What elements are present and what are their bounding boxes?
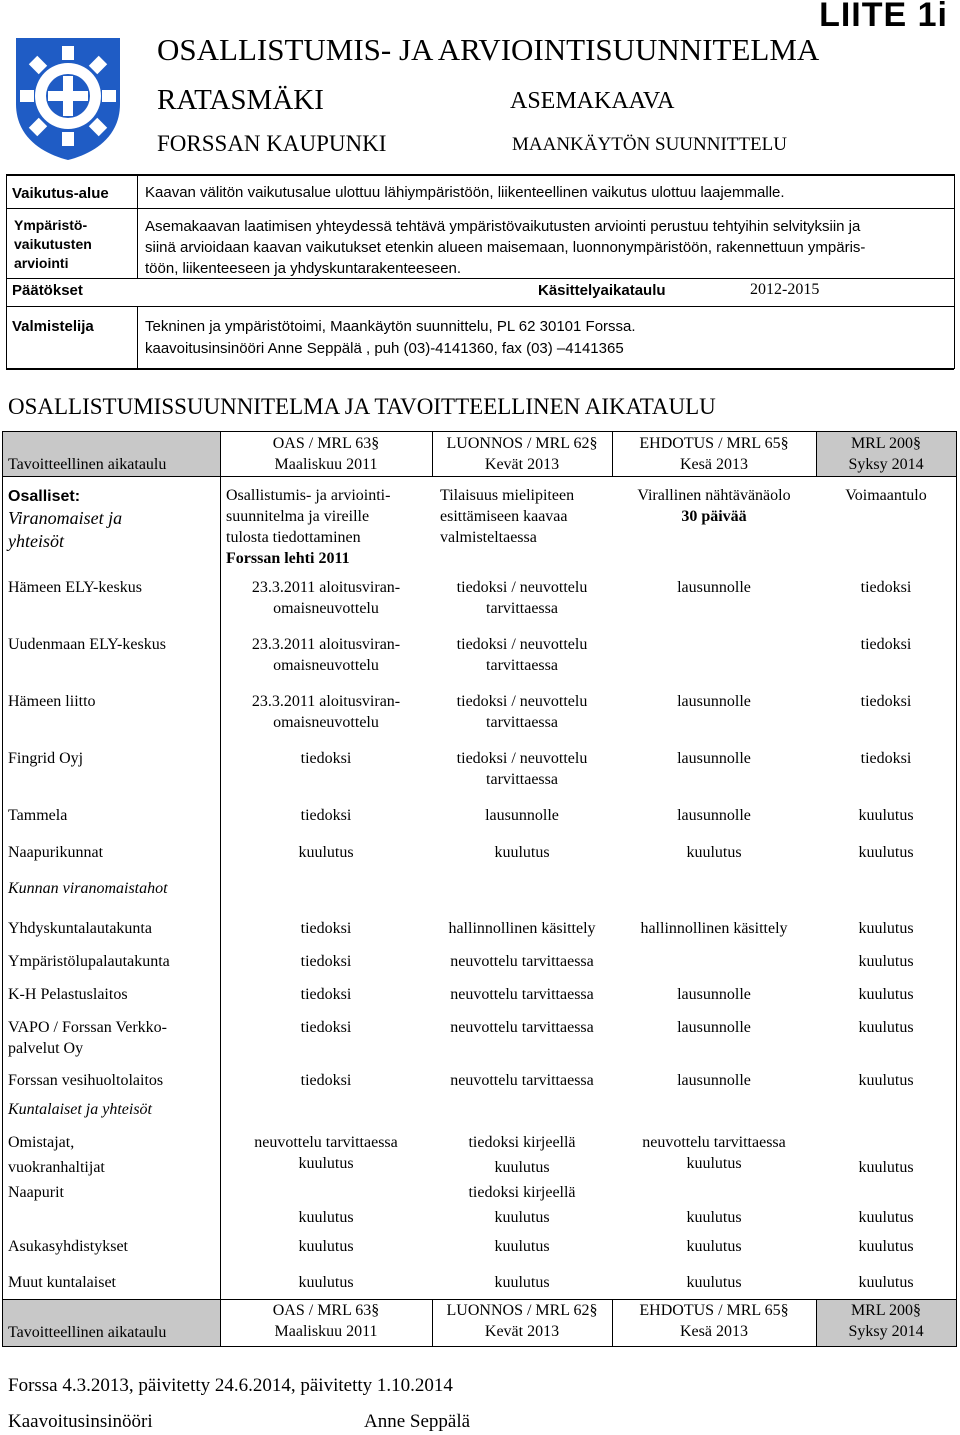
env-label: vaikutusten: [14, 236, 92, 252]
info-right-border: [954, 174, 955, 369]
schedule-footer-label: Tavoitteellinen aikataulu: [8, 1324, 167, 1341]
luonnos-desc: valmisteltaessa: [440, 529, 537, 546]
phase-ehdotus: EHDOTUS / MRL 65§: [639, 1302, 789, 1319]
attachment-label: LIITE 1i: [819, 0, 948, 34]
cell-value: neuvottelu tarvittaessa: [450, 986, 594, 1003]
cell-value: tiedoksi / neuvottelu: [456, 636, 588, 653]
cell-value: tiedoksi: [300, 1019, 352, 1036]
row-label: Hämeen liitto: [8, 693, 96, 710]
phase-mrl200-date: Syksy 2014: [848, 1323, 924, 1340]
cell-value: tiedoksi: [300, 986, 352, 1003]
cell-value: tiedoksi / neuvottelu: [456, 750, 588, 767]
oas-desc-bold: Forssan lehti 2011: [226, 550, 350, 567]
cell-value: omaisneuvottelu: [273, 600, 379, 617]
cell-value: tiedoksi: [860, 693, 912, 710]
phase-mrl200-date: Syksy 2014: [848, 456, 924, 473]
row-label: Ympäristölupalautakunta: [8, 953, 170, 970]
phase-luonnos-date: Kevät 2013: [484, 456, 560, 473]
participants-sub: Viranomaiset ja: [8, 508, 123, 528]
cell-value: lausunnolle: [485, 807, 559, 824]
schedule-value: 2012-2015: [750, 281, 820, 298]
cell-value: kuulutus: [686, 1274, 742, 1291]
phase-luonnos: LUONNOS / MRL 62§: [446, 435, 598, 452]
phase-oas: OAS / MRL 63§: [272, 435, 380, 452]
cell-value: tiedoksi: [860, 636, 912, 653]
coat-of-arms-logo: [12, 34, 124, 162]
phase-oas-date: Maaliskuu 2011: [274, 1323, 378, 1340]
cell-value: lausunnolle: [677, 579, 751, 596]
row-label: palvelut Oy: [8, 1040, 84, 1057]
phase-mrl200: MRL 200§: [850, 435, 922, 452]
cell-value: kuulutus: [298, 844, 354, 861]
cell-value: kuulutus: [686, 1238, 742, 1255]
table-right-border: [956, 431, 957, 1347]
cell-value: neuvottelu tarvittaessa: [450, 953, 594, 970]
cell-value: tiedoksi kirjeellä: [468, 1134, 576, 1151]
cell-value: hallinnollinen käsittely: [448, 920, 596, 937]
phase-ehdotus: EHDOTUS / MRL 65§: [639, 435, 789, 452]
table-top-border: [2, 431, 956, 432]
cell-value: lausunnolle: [677, 986, 751, 1003]
row-label: Naapurikunnat: [8, 844, 104, 861]
info-left-border: [6, 174, 7, 369]
cell-value: kuulutus: [298, 1238, 354, 1255]
env-label: arviointi: [14, 255, 69, 271]
row-label: Yhdyskuntalautakunta: [8, 920, 152, 937]
phase-mrl200: MRL 200§: [850, 1302, 922, 1319]
cell-value: hallinnollinen käsittely: [640, 920, 788, 937]
cell-value: neuvottelu tarvittaessa: [254, 1134, 398, 1151]
impact-area-label: Vaikutus-alue: [12, 185, 109, 202]
cell-value: kuulutus: [858, 986, 914, 1003]
cell-value: tiedoksi / neuvottelu: [456, 579, 588, 596]
cell-value: kuulutus: [858, 953, 914, 970]
cell-value: kuulutus: [858, 1019, 914, 1036]
cell-value: 23.3.2011 aloitusviran-: [251, 579, 401, 596]
info-divider: [6, 208, 954, 209]
oas-desc: tulosta tiedottaminen: [226, 529, 361, 546]
row-label: vuokranhaltijat: [8, 1159, 105, 1176]
table-left-border: [2, 431, 3, 1347]
cell-value: tiedoksi: [300, 750, 352, 767]
cell-value: kuulutus: [858, 1238, 914, 1255]
row-label: Muut kuntalaiset: [8, 1274, 116, 1291]
cell-value: kuulutus: [858, 1159, 914, 1176]
cell-value: tiedoksi: [860, 750, 912, 767]
row-label: Omistajat,: [8, 1134, 75, 1151]
schedule-header-label: Tavoitteellinen aikataulu: [8, 456, 167, 473]
cell-value: 23.3.2011 aloitusviran-: [251, 636, 401, 653]
cell-value: kuulutus: [858, 1209, 914, 1226]
cell-value: lausunnolle: [677, 807, 751, 824]
cell-value: lausunnolle: [677, 693, 751, 710]
cell-value: kuulutus: [494, 1159, 550, 1176]
row-label: Tammela: [8, 807, 68, 824]
section-title: OSALLISTUMISSUUNNITELMA JA TAVOITTEELLINEN AIKATAULU: [8, 394, 716, 419]
cell-value: kuulutus: [858, 807, 914, 824]
preparer-label: Valmistelija: [12, 318, 94, 335]
row-label: Asukasyhdistykset: [8, 1238, 128, 1255]
cell-value: 23.3.2011 aloitusviran-: [251, 693, 401, 710]
cell-value: tiedoksi: [300, 920, 352, 937]
cell-value: lausunnolle: [677, 750, 751, 767]
cell-value: tarvittaessa: [486, 771, 558, 788]
cell-value: lausunnolle: [677, 1019, 751, 1036]
phase-oas-date: Maaliskuu 2011: [274, 456, 378, 473]
cell-value: tarvittaessa: [486, 714, 558, 731]
phase-luonnos-date: Kevät 2013: [484, 1323, 560, 1340]
cell-value: kuulutus: [298, 1155, 354, 1172]
row-label: Naapurit: [8, 1184, 64, 1201]
cell-value: omaisneuvottelu: [273, 714, 379, 731]
cell-value: kuulutus: [858, 1274, 914, 1291]
cell-value: kuulutus: [494, 1274, 550, 1291]
decisions-label: Päätökset: [12, 282, 83, 299]
cell-value: kuulutus: [858, 844, 914, 861]
table-row-divider: [2, 476, 956, 477]
cell-value: kuulutus: [298, 1209, 354, 1226]
cell-value: neuvottelu tarvittaessa: [450, 1019, 594, 1036]
info-col-divider: [137, 174, 138, 278]
table-bottom-border: [2, 1346, 956, 1347]
luonnos-desc: Tilaisuus mielipiteen: [440, 487, 575, 504]
info-top-border: [6, 174, 954, 176]
cell-value: tiedoksi: [300, 1072, 352, 1089]
cell-value: kuulutus: [686, 844, 742, 861]
cell-value: kuulutus: [858, 1072, 914, 1089]
cell-value: kuulutus: [494, 844, 550, 861]
oas-desc: Osallistumis- ja arviointi-: [226, 487, 391, 504]
env-label: Ympäristö-: [14, 217, 88, 233]
impact-area-text: Kaavan välitön vaikutusalue ulottuu lähiympäristöön, liikenteellinen vaikutus ulottuu laajemmalle.: [145, 184, 785, 201]
cell-value: tiedoksi: [300, 807, 352, 824]
cell-value: tarvittaessa: [486, 657, 558, 674]
cell-value: tiedoksi: [860, 579, 912, 596]
cell-value: kuulutus: [298, 1274, 354, 1291]
mrl200-desc: Voimaantulo: [845, 487, 927, 504]
info-col-divider: [137, 306, 138, 369]
row-label: Fingrid Oyj: [8, 750, 84, 767]
cell-value: kuulutus: [686, 1209, 742, 1226]
signer-name: Anne Seppälä: [364, 1411, 471, 1432]
residents-heading: Kuntalaiset ja yhteisöt: [8, 1101, 152, 1118]
city-name: FORSSAN KAUPUNKI: [157, 131, 387, 156]
luonnos-desc: esittämiseen kaavaa: [440, 508, 568, 525]
cell-value: tiedoksi kirjeellä: [468, 1184, 576, 1201]
cell-value: tiedoksi / neuvottelu: [456, 693, 588, 710]
participants-sub: yhteisöt: [8, 531, 64, 551]
cell-value: lausunnolle: [677, 1072, 751, 1089]
cell-value: omaisneuvottelu: [273, 657, 379, 674]
ehdotus-desc-bold: 30 päivää: [681, 508, 747, 525]
env-text: siinä arvioidaan kaavan vaikutukset etenkin alueen maisemaan, luonnonympäristöön, rakennettuun ympäris-: [145, 239, 866, 256]
municipal-heading: Kunnan viranomaistahot: [8, 880, 168, 897]
document-title: OSALLISTUMIS- JA ARVIOINTISUUNNITELMA: [157, 32, 820, 67]
participants-label: Osalliset:: [8, 488, 81, 505]
phase-oas: OAS / MRL 63§: [272, 1302, 380, 1319]
preparer-text: Tekninen ja ympäristötoimi, Maankäytön suunnittelu, PL 62 30101 Forssa.: [145, 318, 636, 335]
cell-value: kuulutus: [494, 1238, 550, 1255]
info-bottom-border: [6, 368, 954, 370]
env-text: töön, liikenteeseen ja yhdyskuntarakenteeseen.: [145, 260, 462, 277]
area-name: RATASMÄKI: [157, 84, 324, 116]
row-label: Hämeen ELY-keskus: [8, 579, 142, 596]
phase-ehdotus-date: Kesä 2013: [680, 456, 748, 473]
row-label: Forssan vesihuoltolaitos: [8, 1072, 164, 1089]
cell-value: kuulutus: [686, 1155, 742, 1172]
oas-desc: suunnitelma ja vireille: [226, 508, 370, 525]
row-label: VAPO / Forssan Verkko-: [8, 1019, 167, 1036]
department-name: MAANKÄYTÖN SUUNNITTELU: [512, 134, 787, 155]
cell-value: neuvottelu tarvittaessa: [450, 1072, 594, 1089]
cell-value: kuulutus: [858, 920, 914, 937]
cell-value: tiedoksi: [300, 953, 352, 970]
cell-value: kuulutus: [494, 1209, 550, 1226]
row-label: K-H Pelastuslaitos: [8, 986, 128, 1003]
schedule-label: Käsittelyaikataulu: [538, 282, 666, 299]
phase-luonnos: LUONNOS / MRL 62§: [446, 1302, 598, 1319]
ehdotus-desc: Virallinen nähtävänäolo: [637, 487, 791, 504]
plan-type: ASEMAKAAVA: [510, 88, 675, 114]
info-divider: [6, 306, 954, 307]
row-label: Uudenmaan ELY-keskus: [8, 636, 166, 653]
phase-ehdotus-date: Kesä 2013: [680, 1323, 748, 1340]
env-text: Asemakaavan laatimisen yhteydessä tehtävä ympäristövaikutusten arviointi perustuu tehtyihin selvityksiin ja: [145, 218, 861, 235]
preparer-text: kaavoitusinsinööri Anne Seppälä , puh (03)-4141360, fax (03) –4141365: [145, 340, 624, 357]
signer-title: Kaavoitusinsinööri: [8, 1411, 153, 1432]
date-line: Forssa 4.3.2013, päivitetty 24.6.2014, päivitetty 1.10.2014: [8, 1375, 453, 1396]
cell-value: tarvittaessa: [486, 600, 558, 617]
cell-value: neuvottelu tarvittaessa: [642, 1134, 786, 1151]
